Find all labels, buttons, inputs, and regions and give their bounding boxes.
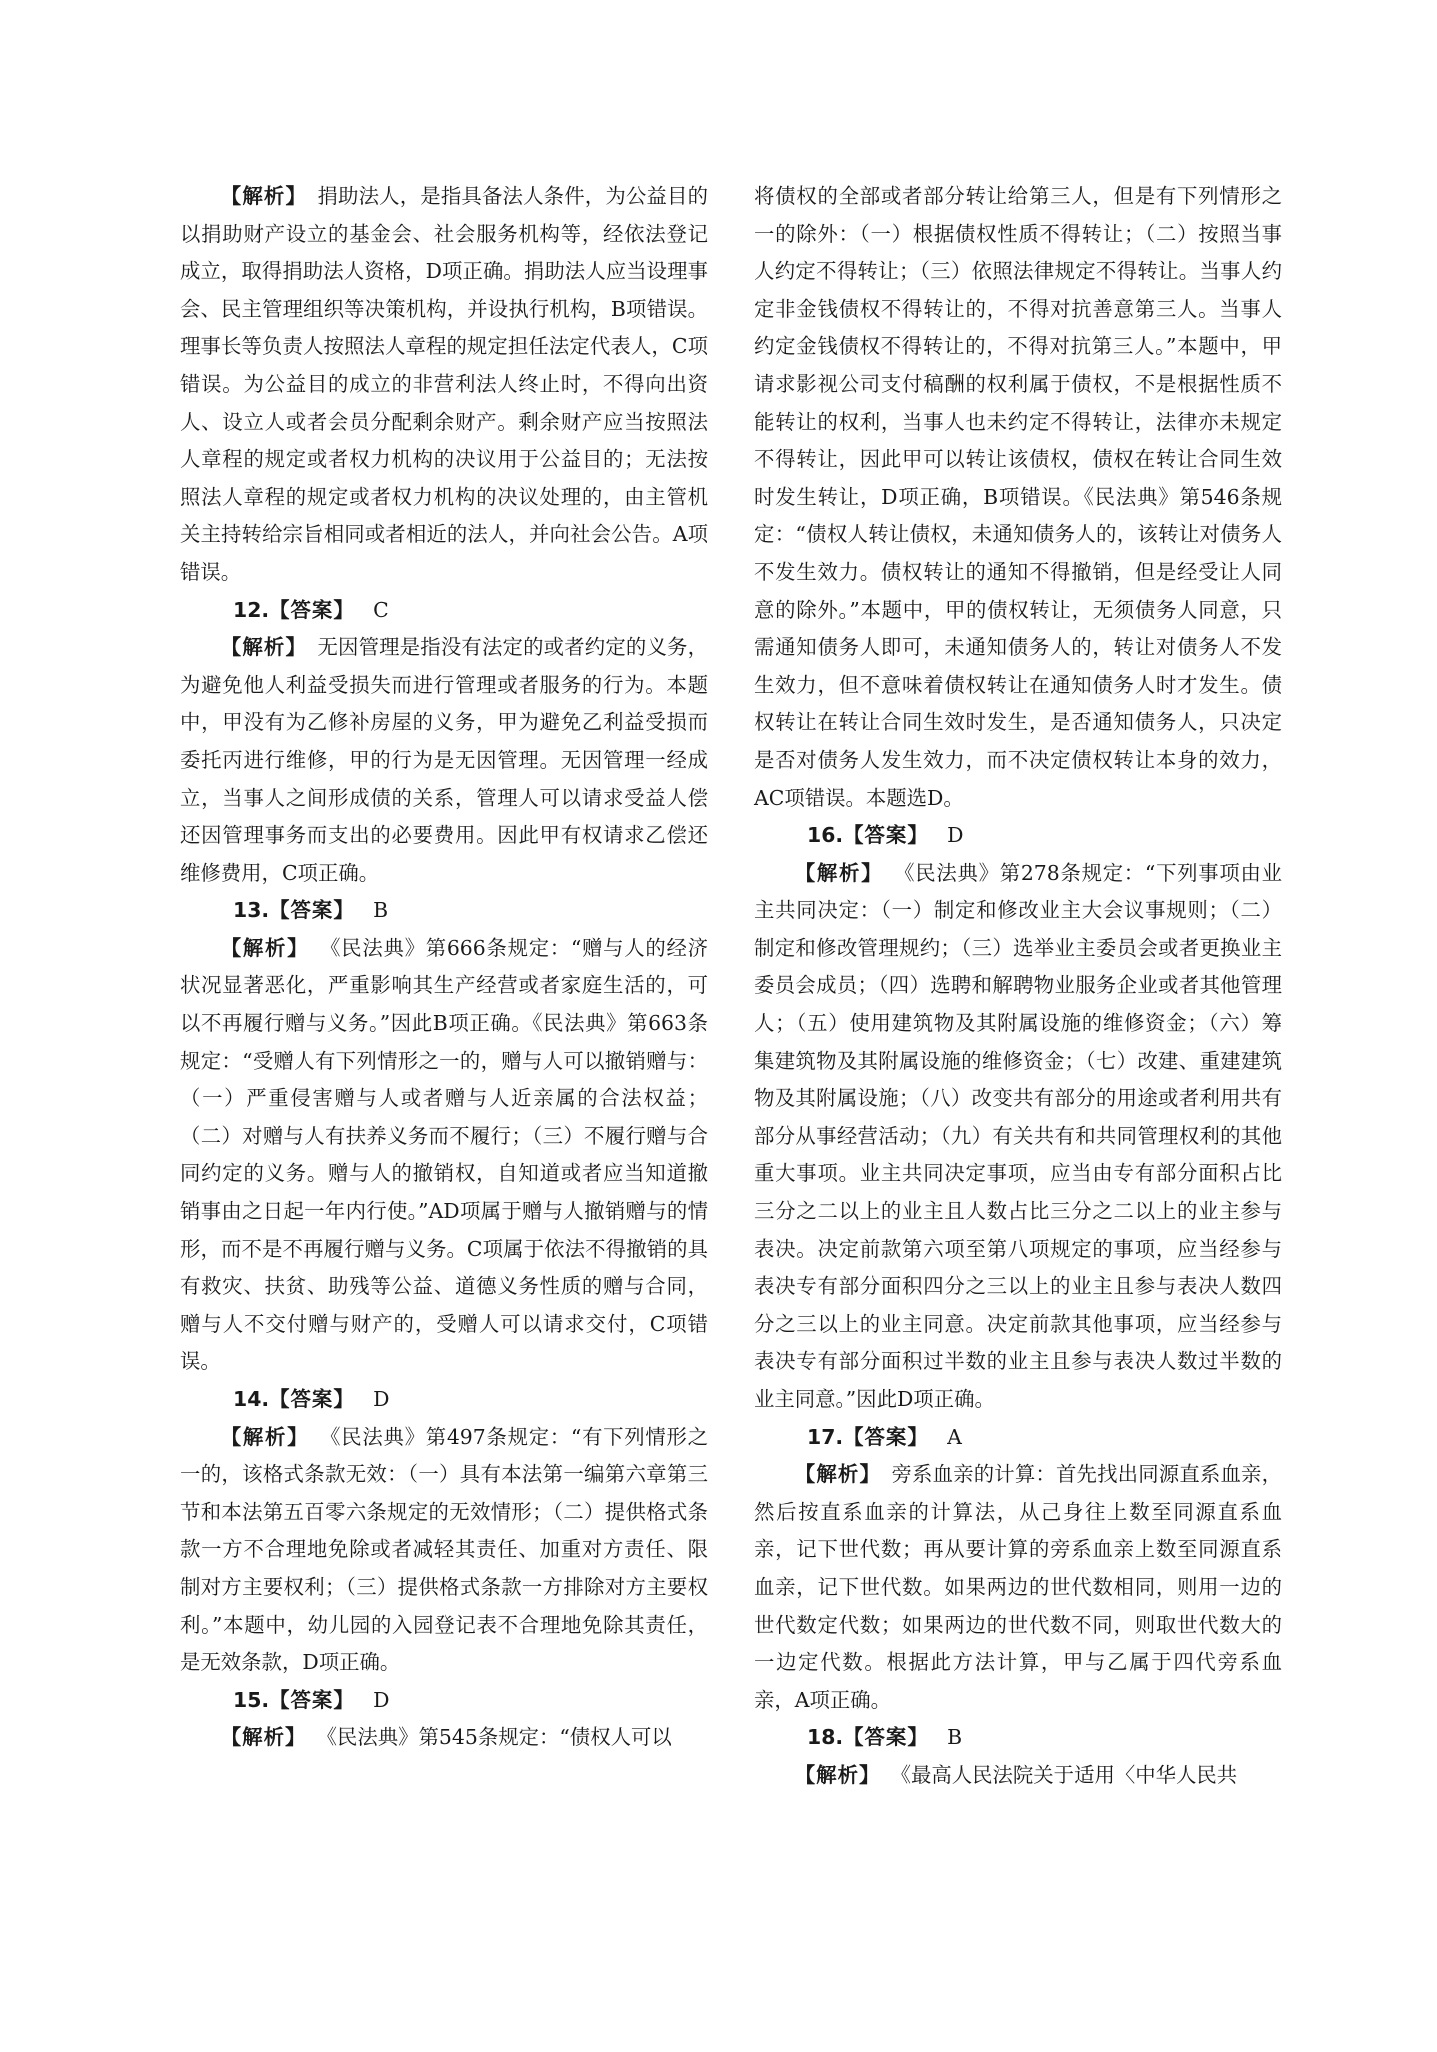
analysis-paragraph: [180, 1719, 708, 1757]
analysis-text: 《民法典》第666条规定：“赠与人的经济状况显著恶化，严重影响其生产经营或者家庭生活的，可以不再履行赠与义务。”因此B项正确。《民法典》第663条规定：“受赠人有下列情形之一的，赠与人可以撤销赠与：（一）严重侵害赠与人或者赠与人近亲属的合法权益；（二）对赠与人有扶养义务而不履行；（三）不履行赠与合同约定的义务。赠与人的撤销权，自知道或者应当知道撤销事由之日起一年内行使。”AD项属于赠与人撤销赠与的情形，而不是不再履行赠与义务。C项属于依法不得撤销的具有救灾、扶贫、助残等公益、道德义务性质的赠与合同，赠与人不交付赠与财产的，受赠人可以请求交付，C项错误。: [180, 935, 709, 1374]
continuation-paragraph: [754, 178, 1282, 817]
analysis-label: 【解析】: [794, 1762, 881, 1787]
analysis-label: 【解析】: [220, 1424, 310, 1449]
question-number: 15.: [233, 1687, 270, 1712]
answer-value: B: [947, 1725, 963, 1750]
answer-value: D: [373, 1387, 390, 1411]
answer-label: 【答案】: [269, 597, 355, 622]
question-number: 16.: [807, 823, 844, 848]
analysis-paragraph: [180, 629, 708, 892]
analysis-label: 【解析】: [220, 635, 308, 660]
answer-value: A: [947, 1424, 962, 1449]
answer-value: C: [373, 597, 389, 622]
right-column: [754, 178, 1282, 1795]
answer-label: 【答案】: [843, 823, 929, 848]
question-number: 18.: [807, 1725, 844, 1750]
answer-line: [180, 892, 708, 930]
answer-line: [754, 1419, 1282, 1457]
answer-line: [180, 1381, 708, 1419]
analysis-label: 【解析】: [220, 1725, 307, 1750]
answer-value: D: [373, 1687, 390, 1712]
analysis-text: 无因管理是指没有法定的或者约定的义务，为避免他人利益受损失而进行管理或者服务的行为。本题中，甲没有为乙修补房屋的义务，甲为避免乙利益受损而委托丙进行维修，甲的行为是无因管理。无因管理一经成立，当事人之间形成债的关系，管理人可以请求受益人偿还因管理事务而支出的必要费用。因此甲有权请求乙偿还维修费用，C项正确。: [180, 635, 709, 885]
answer-label: 【答案】: [269, 1387, 355, 1411]
answer-line: [180, 1682, 708, 1720]
answer-label: 【答案】: [843, 1725, 929, 1750]
answer-line: [754, 1719, 1282, 1757]
answer-value: D: [947, 823, 964, 848]
analysis-text: 《民法典》第278条规定：“下列事项由业主共同决定：（一）制定和修改业主大会议事规则；（二）制定和修改管理规约；（三）选举业主委员会或者更换业主委员会成员；（四）选聘和解聘物业服务企业或者其他管理人；（五）使用建筑物及其附属设施的维修资金；（六）筹集建筑物及其附属设施的维修资金；（七）改建、重建建筑物及其附属设施；（八）改变共有部分的用途或者利用共有部分从事经营活动；（九）有关共有和共同管理权利的其他重大事项。业主共同决定事项，应当由专有部分面积占比三分之二以上的业主且人数占比三分之二以上的业主参与表决。决定前款第六项至第八项规定的事项，应当经参与表决专有部分面积四分之三以上的业主且参与表决人数四分之三以上的业主同意。决定前款其他事项，应当经参与表决专有部分面积过半数的业主且参与表决人数过半数的业主同意。”因此D项正确。: [754, 860, 1283, 1411]
question-number: 13.: [233, 898, 270, 923]
answer-label: 【答案】: [843, 1424, 929, 1449]
analysis-label: 【解析】: [794, 1462, 882, 1487]
analysis-paragraph: [180, 178, 708, 592]
analysis-label: 【解析】: [220, 184, 308, 208]
answer-label: 【答案】: [269, 1687, 355, 1712]
analysis-label: 【解析】: [220, 935, 310, 960]
left-column: [180, 178, 708, 1757]
answer-value: B: [373, 898, 389, 923]
analysis-paragraph: [180, 1419, 708, 1682]
continuation-text: 将债权的全部或者部分转让给第三人，但是有下列情形之一的除外：（一）根据债权性质不得转让；（二）按照当事人约定不得转让；（三）依照法律规定不得转让。当事人约定非金钱债权不得转让的，不得对抗善意第三人。当事人约定金钱债权不得转让的，不得对抗第三人。”本题中，甲请求影视公司支付稿酬的权利属于债权，不是根据性质不能转让的权利，当事人也未约定不得转让，法律亦未规定不得转让，因此甲可以转让该债权，债权在转让合同生效时发生转让，D项正确，B项错误。《民法典》第546条规定：“债权人转让债权，未通知债务人的，该转让对债务人不发生效力。债权转让的通知不得撤销，但是经受让人同意的除外。”本题中，甲的债权转让，无须债务人同意，只需通知债务人即可，未通知债务人的，转让对债务人不发生效力，但不意味着债权转让在通知债务人时才发生。债权转让在转让合同生效时发生，是否通知债务人，只决定是否对债务人发生效力，而不决定债权转让本身的效力，AC项错误。本题选D。: [754, 184, 1282, 810]
answer-line: [180, 592, 708, 630]
analysis-paragraph: [754, 1456, 1282, 1719]
analysis-text: 《民法典》第545条规定：“债权人可以: [316, 1725, 672, 1750]
question-number: 17.: [807, 1424, 844, 1449]
analysis-label: 【解析】: [794, 860, 884, 885]
analysis-text: 旁系血亲的计算：首先找出同源直系血亲，然后按直系血亲的计算法，从己身往上数至同源直系血亲，记下世代数；再从要计算的旁系血亲上数至同源直系血亲，记下世代数。如果两边的世代数相同，则用一边的世代数定代数；如果两边的世代数不同，则取世代数大的一边定代数。根据此方法计算，甲与乙属于四代旁系血亲，A项正确。: [754, 1462, 1283, 1712]
answer-label: 【答案】: [269, 898, 355, 923]
analysis-text: 《最高人民法院关于适用〈中华人民共: [890, 1762, 1238, 1787]
analysis-text: 捐助法人，是指具备法人条件，为公益目的以捐助财产设立的基金会、社会服务机构等，经依法登记成立，取得捐助法人资格，D项正确。捐助法人应当设理事会、民主管理组织等决策机构，并设执行机构，B项错误。理事长等负责人按照法人章程的规定担任法定代表人，C项错误。为公益目的成立的非营利法人终止时，不得向出资人、设立人或者会员分配剩余财产。剩余财产应当按照法人章程的规定或者权力机构的决议用于公益目的；无法按照法人章程的规定或者权力机构的决议处理的，由主管机关主持转给宗旨相同或者相近的法人，并向社会公告。A项错误。: [180, 184, 709, 584]
answer-line: [754, 817, 1282, 855]
analysis-paragraph: [754, 1757, 1282, 1795]
analysis-paragraph: [754, 855, 1282, 1419]
question-number: 12.: [233, 597, 270, 622]
question-number: 14.: [233, 1387, 270, 1411]
analysis-text: 《民法典》第497条规定：“有下列情形之一的，该格式条款无效：（一）具有本法第一编第六章第三节和本法第五百零六条规定的无效情形；（二）提供格式条款一方不合理地免除或者减轻其责任、加重对方责任、限制对方主要权利；（三）提供格式条款一方排除对方主要权利。”本题中，幼儿园的入园登记表不合理地免除其责任，是无效条款，D项正确。: [180, 1424, 709, 1675]
analysis-paragraph: [180, 930, 708, 1381]
